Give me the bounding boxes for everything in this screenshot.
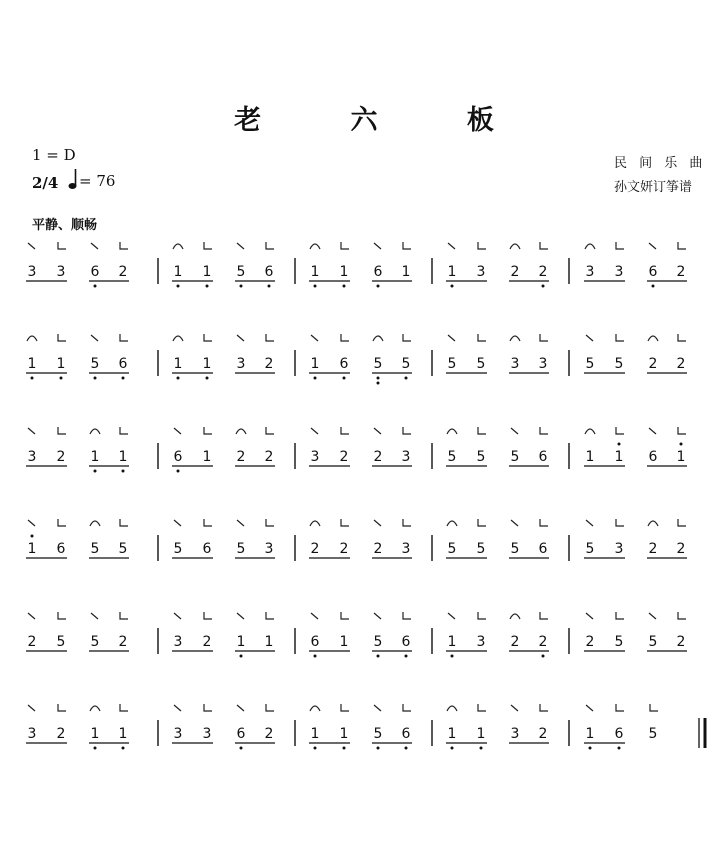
note-digit: 1 — [310, 356, 320, 372]
arc-mark-icon — [510, 244, 520, 249]
hook-mark-icon — [478, 704, 486, 711]
hook-mark-icon — [266, 704, 274, 711]
hook-mark-icon — [341, 427, 349, 434]
note-digit: 2 — [538, 726, 548, 742]
note-digit: 3 — [27, 264, 37, 280]
key-signature: 1 = D — [32, 146, 76, 164]
note-digit: 2 — [339, 541, 349, 557]
note-digit: 5 — [373, 356, 383, 372]
hook-mark-icon — [403, 334, 411, 341]
finger-mark-icon — [174, 705, 181, 711]
low-octave-dot — [122, 377, 125, 380]
note-digit: 5 — [236, 264, 246, 280]
finger-mark-icon — [586, 705, 593, 711]
hook-mark-icon — [120, 242, 128, 249]
low-octave-dot — [240, 285, 243, 288]
finger-mark-icon — [586, 613, 593, 619]
note-digit: 5 — [173, 541, 183, 557]
note-digit: 2 — [676, 541, 686, 557]
note-digit: 3 — [173, 726, 183, 742]
arc-mark-icon — [648, 336, 658, 341]
note-digit: 1 — [173, 264, 183, 280]
finger-mark-icon — [586, 520, 593, 526]
arc-mark-icon — [447, 521, 457, 526]
note-digit: 3 — [173, 634, 183, 650]
hook-mark-icon — [540, 242, 548, 249]
finger-mark-icon — [511, 428, 518, 434]
hook-mark-icon — [540, 334, 548, 341]
note-digit: 3 — [614, 541, 624, 557]
low-octave-dot — [589, 747, 592, 750]
note-digit: 6 — [648, 264, 658, 280]
note-digit: 2 — [264, 449, 274, 465]
hook-mark-icon — [616, 519, 624, 526]
note-digit: 3 — [202, 726, 212, 742]
note-digit: 6 — [401, 726, 411, 742]
note-digit: 6 — [373, 264, 383, 280]
note-digit: 1 — [310, 726, 320, 742]
note-digit: 5 — [447, 449, 457, 465]
low-octave-dot — [343, 747, 346, 750]
arc-mark-icon — [27, 336, 37, 341]
hook-mark-icon — [403, 242, 411, 249]
tempo-value: = 76 — [79, 172, 116, 190]
note-digit: 1 — [447, 634, 457, 650]
arc-mark-icon — [648, 521, 658, 526]
hook-mark-icon — [540, 427, 548, 434]
note-digit: 5 — [447, 541, 457, 557]
finger-mark-icon — [649, 243, 656, 249]
high-octave-dot — [680, 443, 683, 446]
hook-mark-icon — [58, 242, 66, 249]
hook-mark-icon — [678, 242, 686, 249]
note-digit: 1 — [339, 264, 349, 280]
note-digit: 3 — [27, 449, 37, 465]
hook-mark-icon — [616, 427, 624, 434]
hook-mark-icon — [478, 334, 486, 341]
low-octave-dot — [240, 655, 243, 658]
note-digit: 6 — [90, 264, 100, 280]
note-digit: 2 — [56, 726, 66, 742]
hook-mark-icon — [341, 704, 349, 711]
finger-mark-icon — [374, 428, 381, 434]
hook-mark-icon — [616, 242, 624, 249]
note-digit: 3 — [510, 726, 520, 742]
low-octave-dot — [405, 747, 408, 750]
arc-mark-icon — [310, 706, 320, 711]
note-digit: 5 — [56, 634, 66, 650]
hook-mark-icon — [120, 519, 128, 526]
hook-mark-icon — [120, 612, 128, 619]
hook-mark-icon — [540, 612, 548, 619]
arc-mark-icon — [447, 706, 457, 711]
note-digit: 6 — [614, 726, 624, 742]
hook-mark-icon — [120, 334, 128, 341]
finger-mark-icon — [311, 335, 318, 341]
note-digit: 3 — [401, 449, 411, 465]
finger-mark-icon — [448, 243, 455, 249]
low-octave-dot — [122, 747, 125, 750]
composer-credit: 民 间 乐 曲 — [614, 156, 707, 171]
arc-mark-icon — [90, 521, 100, 526]
note-digit: 1 — [202, 356, 212, 372]
hook-mark-icon — [204, 334, 212, 341]
note-digit: 2 — [264, 356, 274, 372]
note-digit: 3 — [538, 356, 548, 372]
arranger-credit: 孙文妍订筝谱 — [614, 180, 693, 195]
hook-mark-icon — [120, 704, 128, 711]
note-digit: 6 — [173, 449, 183, 465]
note-digit: 6 — [236, 726, 246, 742]
note-digit: 1 — [236, 634, 246, 650]
note-digit: 1 — [676, 449, 686, 465]
hook-mark-icon — [58, 334, 66, 341]
finger-mark-icon — [174, 613, 181, 619]
note-digit: 3 — [27, 726, 37, 742]
note-digit: 5 — [90, 634, 100, 650]
low-octave-dot — [343, 285, 346, 288]
note-digit: 2 — [339, 449, 349, 465]
note-digit: 1 — [27, 541, 37, 557]
hook-mark-icon — [204, 519, 212, 526]
finger-mark-icon — [237, 520, 244, 526]
finger-mark-icon — [237, 335, 244, 341]
note-digit: 2 — [202, 634, 212, 650]
note-digit: 3 — [476, 634, 486, 650]
hook-mark-icon — [266, 519, 274, 526]
note-digit: 1 — [202, 449, 212, 465]
low-octave-dot — [542, 655, 545, 658]
finger-mark-icon — [28, 428, 35, 434]
hook-mark-icon — [616, 612, 624, 619]
finger-mark-icon — [448, 613, 455, 619]
note-digit: 5 — [614, 356, 624, 372]
note-digit: 1 — [447, 726, 457, 742]
note-digit: 1 — [476, 726, 486, 742]
note-digit: 5 — [510, 541, 520, 557]
hook-mark-icon — [266, 242, 274, 249]
arc-mark-icon — [236, 429, 246, 434]
note-digit: 1 — [339, 634, 349, 650]
note-digit: 6 — [310, 634, 320, 650]
hook-mark-icon — [266, 427, 274, 434]
note-digit: 1 — [310, 264, 320, 280]
low-octave-dot — [60, 377, 63, 380]
finger-mark-icon — [374, 243, 381, 249]
note-digit: 6 — [538, 449, 548, 465]
low-octave-dot — [542, 285, 545, 288]
note-digit: 2 — [118, 264, 128, 280]
hook-mark-icon — [341, 519, 349, 526]
note-digit: 6 — [202, 541, 212, 557]
hook-mark-icon — [678, 612, 686, 619]
hook-mark-icon — [266, 612, 274, 619]
note-digit: 2 — [56, 449, 66, 465]
note-digit: 2 — [510, 264, 520, 280]
note-digit: 1 — [118, 726, 128, 742]
low-octave-dot — [314, 655, 317, 658]
note-digit: 2 — [538, 264, 548, 280]
finger-mark-icon — [28, 705, 35, 711]
note-digit: 6 — [56, 541, 66, 557]
hook-mark-icon — [478, 519, 486, 526]
finger-mark-icon — [237, 243, 244, 249]
low-octave-dot — [377, 377, 380, 380]
hook-mark-icon — [58, 427, 66, 434]
note-digit: 2 — [118, 634, 128, 650]
note-digit: 5 — [510, 449, 520, 465]
note-digit: 1 — [90, 726, 100, 742]
low-octave-dot — [177, 377, 180, 380]
note-digit: 5 — [373, 634, 383, 650]
hook-mark-icon — [403, 519, 411, 526]
finger-mark-icon — [28, 613, 35, 619]
finger-mark-icon — [374, 705, 381, 711]
note-digit: 2 — [676, 264, 686, 280]
high-octave-dot — [31, 535, 34, 538]
time-signature: 2/4 — [32, 174, 59, 192]
low-octave-dot — [451, 747, 454, 750]
note-digit: 2 — [648, 356, 658, 372]
hook-mark-icon — [403, 612, 411, 619]
hook-mark-icon — [341, 242, 349, 249]
low-octave-dot — [480, 747, 483, 750]
note-digit: 5 — [373, 726, 383, 742]
note-digit: 1 — [264, 634, 274, 650]
note-digit: 1 — [118, 449, 128, 465]
finger-mark-icon — [91, 243, 98, 249]
hook-mark-icon — [58, 612, 66, 619]
hook-mark-icon — [403, 704, 411, 711]
note-digit: 1 — [90, 449, 100, 465]
hook-mark-icon — [616, 704, 624, 711]
finger-mark-icon — [311, 613, 318, 619]
note-digit: 2 — [264, 726, 274, 742]
note-digit: 5 — [585, 541, 595, 557]
arc-mark-icon — [90, 706, 100, 711]
note-digit: 2 — [585, 634, 595, 650]
note-digit: 2 — [27, 634, 37, 650]
note-digit: 6 — [401, 634, 411, 650]
high-octave-dot — [618, 443, 621, 446]
hook-mark-icon — [341, 612, 349, 619]
note-digit: 1 — [202, 264, 212, 280]
arc-mark-icon — [510, 614, 520, 619]
note-digit: 2 — [373, 541, 383, 557]
note-digit: 6 — [264, 264, 274, 280]
low-octave-dot — [206, 285, 209, 288]
note-digit: 3 — [614, 264, 624, 280]
hook-mark-icon — [678, 334, 686, 341]
low-octave-dot — [31, 377, 34, 380]
note-digit: 1 — [401, 264, 411, 280]
note-digit: 2 — [373, 449, 383, 465]
finger-mark-icon — [174, 520, 181, 526]
note-digit: 3 — [264, 541, 274, 557]
arc-mark-icon — [373, 336, 383, 341]
finger-mark-icon — [91, 335, 98, 341]
finger-mark-icon — [649, 428, 656, 434]
hook-mark-icon — [266, 334, 274, 341]
note-digit: 5 — [648, 726, 658, 742]
finger-mark-icon — [237, 705, 244, 711]
low-octave-dot — [94, 285, 97, 288]
arc-mark-icon — [90, 429, 100, 434]
hook-mark-icon — [403, 427, 411, 434]
note-digit: 1 — [614, 449, 624, 465]
note-digit: 1 — [27, 356, 37, 372]
low-octave-dot — [377, 285, 380, 288]
finger-mark-icon — [91, 613, 98, 619]
hook-mark-icon — [204, 427, 212, 434]
hook-mark-icon — [478, 242, 486, 249]
finger-mark-icon — [511, 705, 518, 711]
low-octave-dot — [618, 747, 621, 750]
note-digit: 3 — [401, 541, 411, 557]
note-digit: 3 — [310, 449, 320, 465]
arc-mark-icon — [585, 244, 595, 249]
hook-mark-icon — [616, 334, 624, 341]
note-digit: 3 — [236, 356, 246, 372]
low-octave-dot — [377, 747, 380, 750]
note-digit: 3 — [56, 264, 66, 280]
note-digit: 2 — [648, 541, 658, 557]
hook-mark-icon — [58, 704, 66, 711]
low-octave-dot — [314, 747, 317, 750]
arc-mark-icon — [310, 521, 320, 526]
note-digit: 5 — [585, 356, 595, 372]
finger-mark-icon — [28, 243, 35, 249]
hook-mark-icon — [58, 519, 66, 526]
hook-mark-icon — [204, 704, 212, 711]
arc-mark-icon — [510, 336, 520, 341]
low-octave-dot — [405, 377, 408, 380]
low-octave-dot — [377, 382, 380, 385]
hook-mark-icon — [650, 704, 658, 711]
note-digit: 5 — [614, 634, 624, 650]
note-digit: 1 — [447, 264, 457, 280]
finger-mark-icon — [649, 613, 656, 619]
hook-mark-icon — [341, 334, 349, 341]
low-octave-dot — [94, 747, 97, 750]
note-digit: 5 — [236, 541, 246, 557]
note-digit: 1 — [56, 356, 66, 372]
note-digit: 2 — [236, 449, 246, 465]
note-digit: 3 — [585, 264, 595, 280]
note-digit: 5 — [648, 634, 658, 650]
note-digit: 3 — [476, 264, 486, 280]
finger-mark-icon — [511, 520, 518, 526]
note-digit: 2 — [676, 634, 686, 650]
low-octave-dot — [94, 470, 97, 473]
note-digit: 2 — [510, 634, 520, 650]
low-octave-dot — [177, 285, 180, 288]
arc-mark-icon — [310, 244, 320, 249]
finger-mark-icon — [374, 613, 381, 619]
low-octave-dot — [451, 285, 454, 288]
low-octave-dot — [94, 377, 97, 380]
hook-mark-icon — [678, 427, 686, 434]
low-octave-dot — [314, 377, 317, 380]
low-octave-dot — [343, 377, 346, 380]
note-digit: 5 — [476, 449, 486, 465]
finger-mark-icon — [586, 335, 593, 341]
hook-mark-icon — [204, 242, 212, 249]
arc-mark-icon — [173, 336, 183, 341]
low-octave-dot — [314, 285, 317, 288]
hook-mark-icon — [678, 519, 686, 526]
hook-mark-icon — [540, 519, 548, 526]
note-digit: 6 — [648, 449, 658, 465]
note-digit: 1 — [339, 726, 349, 742]
note-digit: 5 — [447, 356, 457, 372]
low-octave-dot — [206, 377, 209, 380]
note-digit: 5 — [401, 356, 411, 372]
low-octave-dot — [268, 285, 271, 288]
note-digit: 5 — [90, 356, 100, 372]
finger-mark-icon — [174, 428, 181, 434]
low-octave-dot — [240, 747, 243, 750]
arc-mark-icon — [173, 244, 183, 249]
note-digit: 2 — [310, 541, 320, 557]
note-digit: 5 — [476, 541, 486, 557]
note-digit: 2 — [676, 356, 686, 372]
note-digit: 5 — [476, 356, 486, 372]
low-octave-dot — [652, 285, 655, 288]
note-digit: 6 — [118, 356, 128, 372]
low-octave-dot — [377, 655, 380, 658]
finger-mark-icon — [237, 613, 244, 619]
low-octave-dot — [122, 470, 125, 473]
note-digit: 6 — [538, 541, 548, 557]
hook-mark-icon — [204, 612, 212, 619]
note-digit: 5 — [90, 541, 100, 557]
hook-mark-icon — [478, 612, 486, 619]
note-digit: 6 — [339, 356, 349, 372]
hook-mark-icon — [540, 704, 548, 711]
hook-mark-icon — [478, 427, 486, 434]
finger-mark-icon — [374, 520, 381, 526]
piece-title: 老 六 板 — [234, 105, 534, 136]
note-digit: 1 — [585, 726, 595, 742]
note-digit: 5 — [118, 541, 128, 557]
arc-mark-icon — [585, 429, 595, 434]
finger-mark-icon — [448, 335, 455, 341]
finger-mark-icon — [311, 428, 318, 434]
low-octave-dot — [177, 470, 180, 473]
note-digit: 3 — [510, 356, 520, 372]
note-digit: 1 — [585, 449, 595, 465]
expression-marking: 平静、顺畅 — [32, 218, 98, 233]
low-octave-dot — [405, 655, 408, 658]
hook-mark-icon — [120, 427, 128, 434]
arc-mark-icon — [447, 429, 457, 434]
finger-mark-icon — [28, 520, 35, 526]
note-digit: 2 — [538, 634, 548, 650]
note-digit: 1 — [173, 356, 183, 372]
low-octave-dot — [451, 655, 454, 658]
